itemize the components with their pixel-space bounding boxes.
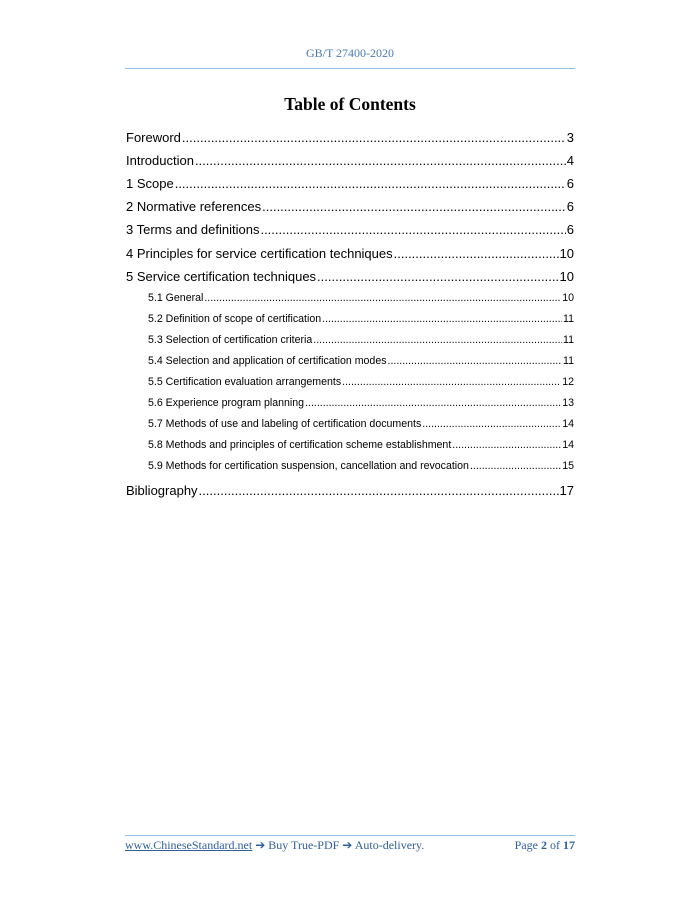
auto-delivery-text: Auto-delivery.	[354, 838, 425, 852]
footer-promo	[125, 838, 424, 853]
toc-dot-leader	[262, 199, 566, 214]
toc-dot-leader	[317, 269, 558, 284]
toc-entry-page: 6	[566, 222, 574, 237]
toc-dot-leader	[305, 397, 561, 409]
toc-entry-page: 17	[559, 483, 574, 498]
site-link[interactable]: www.ChineseStandard.net	[125, 838, 253, 852]
toc-dot-leader	[204, 292, 561, 304]
toc-dot-leader	[322, 313, 562, 325]
total-pages: 17	[563, 838, 575, 852]
toc-entry-label: 5.9 Methods for certification suspension, cancellation and revocation	[148, 460, 469, 472]
toc-entry-label: 2 Normative references	[126, 199, 262, 214]
toc-dot-leader	[452, 439, 561, 451]
toc-dot-leader	[422, 418, 561, 430]
toc-entry-page: 12	[562, 376, 574, 388]
toc-entry-label: 5.5 Certification evaluation arrangements	[148, 376, 342, 388]
page-word: Page	[514, 838, 538, 852]
toc-entry-label: 3 Terms and definitions	[126, 222, 260, 237]
of-word: of	[550, 838, 560, 852]
toc-entry-introduction[interactable]	[126, 153, 574, 168]
toc-entry-label: 5 Service certification techniques	[126, 269, 317, 284]
toc-dot-leader	[470, 460, 561, 472]
toc-dot-leader	[388, 355, 562, 367]
toc-dot-leader	[342, 376, 561, 388]
toc-dot-leader	[260, 222, 565, 237]
toc-entry-page: 6	[566, 199, 574, 214]
toc-entry-page: 14	[562, 439, 574, 451]
toc-dot-leader	[199, 483, 559, 498]
toc-entry-label: 5.7 Methods of use and labeling of certification documents	[148, 418, 422, 430]
toc-entry-label: 5.1 General	[148, 292, 204, 304]
header-divider	[125, 68, 575, 69]
arrow-right-icon: ➔	[342, 838, 353, 852]
toc-entry-bibliography[interactable]	[126, 483, 574, 498]
toc-dot-leader	[313, 334, 562, 346]
page-title: Table of Contents	[284, 94, 416, 114]
toc-entry-5-2[interactable]	[148, 313, 574, 325]
toc-entry-5-1[interactable]	[148, 292, 574, 304]
toc-entry-5-6[interactable]	[148, 397, 574, 409]
toc-entry-label: Introduction	[126, 153, 194, 168]
toc-entry-page: 11	[563, 313, 574, 325]
toc-dot-leader	[394, 246, 559, 261]
running-header: GB/T 27400-2020	[305, 46, 395, 60]
toc-dot-leader	[182, 130, 566, 145]
arrow-right-icon: ➔	[255, 838, 266, 852]
toc-entry-label: 5.8 Methods and principles of certification scheme establishment	[148, 439, 452, 451]
toc-entry-page: 3	[566, 130, 574, 145]
toc-entry-page: 6	[566, 176, 574, 191]
toc-entry-5-4[interactable]	[148, 355, 574, 367]
toc-entry-terms-and-definitions[interactable]	[126, 222, 574, 237]
toc-entry-5-5[interactable]	[148, 376, 574, 388]
toc-entry-5-8[interactable]	[148, 439, 574, 451]
toc-entry-page: 11	[563, 334, 574, 346]
toc-entry-normative-references[interactable]	[126, 199, 574, 214]
current-page: 2	[541, 838, 547, 852]
toc-entry-5-7[interactable]	[148, 418, 574, 430]
toc-entry-service-certification-techniques[interactable]	[126, 269, 574, 284]
toc-entry-page: 10	[559, 269, 574, 284]
toc-entry-label: 5.6 Experience program planning	[148, 397, 305, 409]
toc-entry-label: 4 Principles for service certification techniques	[126, 246, 393, 261]
footer-divider	[125, 835, 575, 836]
buy-pdf-link[interactable]: Buy True-PDF	[268, 838, 340, 852]
toc-entry-foreword[interactable]	[126, 130, 574, 145]
toc-entry-page: 14	[562, 418, 574, 430]
toc-entry-page: 15	[562, 460, 574, 472]
page-number	[515, 838, 575, 853]
toc-dot-leader	[175, 176, 566, 191]
toc-entry-5-3[interactable]	[148, 334, 574, 346]
toc-entry-label: Bibliography	[126, 483, 198, 498]
toc-entry-label: 5.3 Selection of certification criteria	[148, 334, 313, 346]
toc-entry-label: 5.2 Definition of scope of certification	[148, 313, 322, 325]
toc-entry-label: 1 Scope	[126, 176, 174, 191]
toc-entry-page: 10	[562, 292, 574, 304]
toc-entry-page: 10	[559, 246, 574, 261]
toc-entry-page: 11	[563, 355, 574, 367]
toc-entry-principles[interactable]	[126, 246, 574, 261]
toc-entry-label: Foreword	[126, 130, 181, 145]
toc-entry-label: 5.4 Selection and application of certification modes	[148, 355, 387, 367]
toc-dot-leader	[195, 153, 566, 168]
toc-entry-scope[interactable]	[126, 176, 574, 191]
toc-entry-5-9[interactable]	[148, 460, 574, 472]
toc-entry-page: 4	[566, 153, 574, 168]
toc-entry-page: 13	[562, 397, 574, 409]
